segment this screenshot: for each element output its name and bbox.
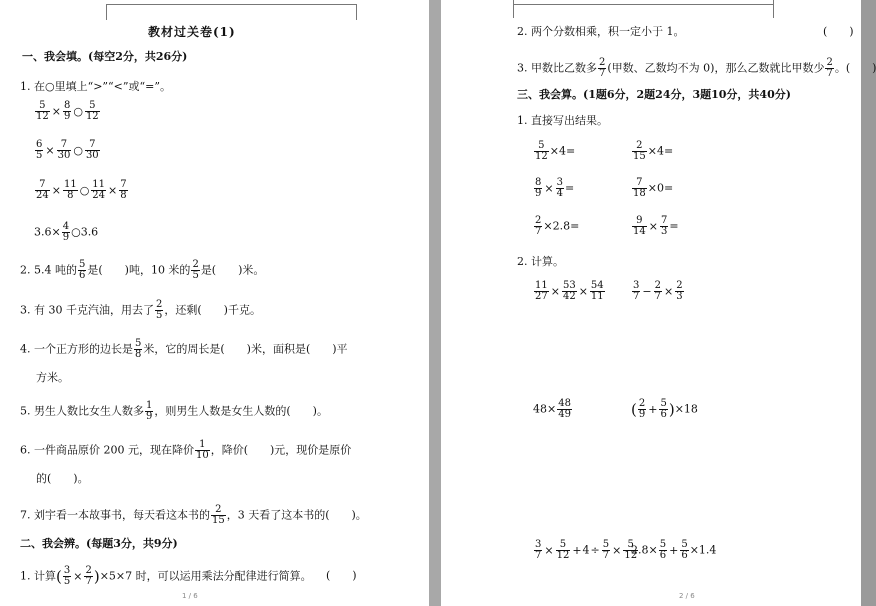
calc-item: ( $\frac{2}{9}$ + $\frac{5}{6}$ )×18 [631, 398, 698, 420]
fraction: $\frac{4}{9}$ [62, 221, 70, 243]
fraction: $\frac{7}{18}$ [633, 177, 646, 199]
fraction: $\frac{8}{9}$ [535, 177, 542, 199]
fraction: $\frac{3}{4}$ [556, 177, 563, 199]
crop-mark [356, 4, 357, 20]
question-2: 2. 5.4 吨的 $\frac{5}{6}$ 是( )吨，10 米的 $\frac{2}{5}$ 是( )米。 [20, 259, 265, 281]
crop-mark [513, 4, 773, 5]
fraction: $\frac{8}{9}$ [63, 100, 71, 122]
question-4: 4. 一个正方形的边长是 $\frac{5}{8}$ 米，它的周长是( )米，面积是( )平 [20, 338, 348, 360]
oral-item: $\frac{5}{12}$ ×4= [535, 140, 576, 162]
question-6-cont: 的( )。 [36, 472, 89, 485]
compare-circle-icon: ○ [73, 104, 83, 118]
fraction: $\frac{2}{3}$ [676, 280, 683, 302]
fraction: $\frac{5}{6}$ [78, 259, 86, 281]
calc-item: 48× $\frac{48}{49}$ [533, 398, 571, 420]
crop-mark [106, 4, 107, 20]
oral-item: $\frac{9}{14}$ × $\frac{7}{3}$ = [633, 215, 679, 237]
fraction: $\frac{5}{12}$ [535, 140, 548, 162]
fraction: $\frac{5}{12}$ [85, 100, 99, 122]
fraction: $\frac{48}{49}$ [558, 398, 571, 420]
compare-row-1: $\frac{5}{12}$ × $\frac{8}{9}$ ○ $\frac{5}{12}$ [36, 100, 99, 122]
fraction: $\frac{2}{9}$ [638, 398, 646, 420]
fraction: $\frac{3}{7}$ [535, 539, 542, 561]
section-heading: 三、我会算。(1题6分，2题24分，3题10分，共40分) [517, 88, 791, 101]
fraction: $\frac{2}{7}$ [654, 280, 661, 302]
compare-row-4: 3.6× $\frac{4}{9}$ ○3.6 [34, 221, 99, 243]
oral-item: $\frac{8}{9}$ × $\frac{3}{4}$ = [535, 177, 575, 199]
calc-item: $\frac{3}{7}$ × $\frac{5}{12}$ +4÷ $\frac{5}{7}$ × $\frac{5}{12}$ [535, 539, 638, 561]
crop-mark [106, 4, 356, 5]
fraction: $\frac{6}{5}$ [36, 139, 43, 161]
fraction: $\frac{11}{8}$ [63, 179, 77, 201]
fraction: $\frac{7}{24}$ [36, 179, 49, 201]
fraction: $\frac{7}{3}$ [660, 215, 668, 237]
fraction: $\frac{11}{27}$ [535, 280, 548, 302]
calc-item: 2.8× $\frac{5}{6}$ + $\frac{5}{6}$ ×1.4 [631, 539, 717, 561]
compare-row-3: $\frac{7}{24}$ × $\frac{11}{8}$ ○ $\frac{11}{24}$ × $\frac{7}{8}$ [36, 179, 127, 201]
page-gap [429, 0, 441, 606]
fraction: $\frac{5}{12}$ [556, 539, 570, 561]
fraction: $\frac{2}{5}$ [155, 299, 163, 321]
fraction: $\frac{5}{8}$ [135, 338, 142, 360]
page-1[interactable] [0, 0, 429, 606]
page-number: 1 / 6 [182, 592, 198, 600]
fraction: $\frac{5}{6}$ [660, 398, 667, 420]
fraction: $\frac{11}{24}$ [92, 179, 106, 201]
compare-circle-icon: ○ [79, 183, 90, 197]
fraction: $\frac{1}{10}$ [195, 439, 209, 461]
judge-2: 2. 两个分数相乘，积一定小于 1。 [517, 25, 685, 38]
page-title: 教材过关卷(1) [148, 25, 236, 39]
judge-1: 1. 计算( $\frac{3}{5}$ × $\frac{2}{7}$ )×5×7 时，可以运用乘法分配律进行简算。 [20, 565, 312, 587]
fraction: $\frac{7}{8}$ [120, 179, 127, 201]
fraction: $\frac{7}{30}$ [85, 139, 99, 161]
fraction: $\frac{7}{30}$ [57, 139, 71, 161]
compare-circle-icon: ○ [73, 143, 83, 157]
section-heading: 一、我会填。(每空2分，共26分) [22, 50, 188, 63]
section-heading: 二、我会辨。(每题3分，共9分) [20, 537, 178, 550]
calc-heading: 2. 计算。 [517, 255, 564, 268]
oral-item: $\frac{2}{7}$ ×2.8= [535, 215, 580, 237]
question-4-cont: 方米。 [36, 371, 69, 384]
calc-item: $\frac{3}{7}$ − $\frac{2}{7}$ × $\frac{2}{3}$ [633, 280, 683, 302]
fraction: $\frac{5}{12}$ [36, 100, 49, 122]
fraction: $\frac{2}{7}$ [826, 57, 833, 79]
fraction: $\frac{5}{6}$ [681, 539, 688, 561]
question-5: 5. 男生人数比女生人数多 $\frac{1}{9}$ ，则男生人数是女生人数的( )。 [20, 400, 328, 422]
judge-3: 3. 甲数比乙数多 $\frac{2}{7}$ (甲数、乙数均不为 0)，那么乙数就比甲数少 $\frac{2}{7}$ 。( ) [517, 57, 876, 79]
fraction: $\frac{2}{7}$ [85, 565, 92, 587]
question-1: 1. 在○里填上“>”“<”或“=”。 [20, 80, 171, 93]
calc-heading: 1. 直接写出结果。 [517, 114, 608, 127]
calc-item: $\frac{11}{27}$ × $\frac{53}{42}$ × $\frac{54}{11}$ [535, 280, 604, 302]
fraction: $\frac{9}{14}$ [633, 215, 646, 237]
fraction: $\frac{54}{11}$ [590, 280, 604, 302]
fraction: $\frac{3}{7}$ [633, 280, 640, 302]
fraction: $\frac{53}{42}$ [562, 280, 576, 302]
fraction: $\frac{2}{15}$ [633, 140, 646, 162]
fraction: $\frac{2}{5}$ [192, 259, 199, 281]
compare-row-2: $\frac{6}{5}$ × $\frac{7}{30}$ ○ $\frac{7}{30}$ [36, 139, 99, 161]
fraction: $\frac{1}{9}$ [146, 400, 153, 422]
fraction: $\frac{5}{6}$ [659, 539, 667, 561]
crop-mark [773, 0, 774, 18]
question-6: 6. 一件商品原价 200 元，现在降价 $\frac{1}{10}$ ，降价( )元，现价是原价 [20, 439, 352, 461]
fraction: $\frac{5}{12}$ [624, 539, 638, 561]
oral-item: $\frac{2}{15}$ ×4= [633, 140, 674, 162]
question-3: 3. 有 30 千克汽油，用去了 $\frac{2}{5}$ ，还剩( )千克。 [20, 299, 261, 321]
fraction: $\frac{3}{5}$ [63, 565, 71, 587]
question-7: 7. 刘宇看一本故事书，每天看这本书的 $\frac{2}{15}$ ，3 天看了这本书的( )。 [20, 504, 367, 526]
fraction: $\frac{2}{15}$ [212, 504, 225, 526]
oral-item: $\frac{7}{18}$ ×0= [633, 177, 674, 199]
fraction: $\frac{5}{7}$ [602, 539, 610, 561]
fraction: $\frac{2}{7}$ [535, 215, 542, 237]
crop-mark [513, 0, 514, 18]
answer-blank[interactable]: ( ) [326, 569, 357, 582]
answer-blank[interactable]: ( ) [823, 25, 854, 38]
fraction: $\frac{2}{7}$ [599, 57, 606, 79]
page-number: 2 / 6 [679, 592, 695, 600]
page-2[interactable] [441, 0, 876, 606]
